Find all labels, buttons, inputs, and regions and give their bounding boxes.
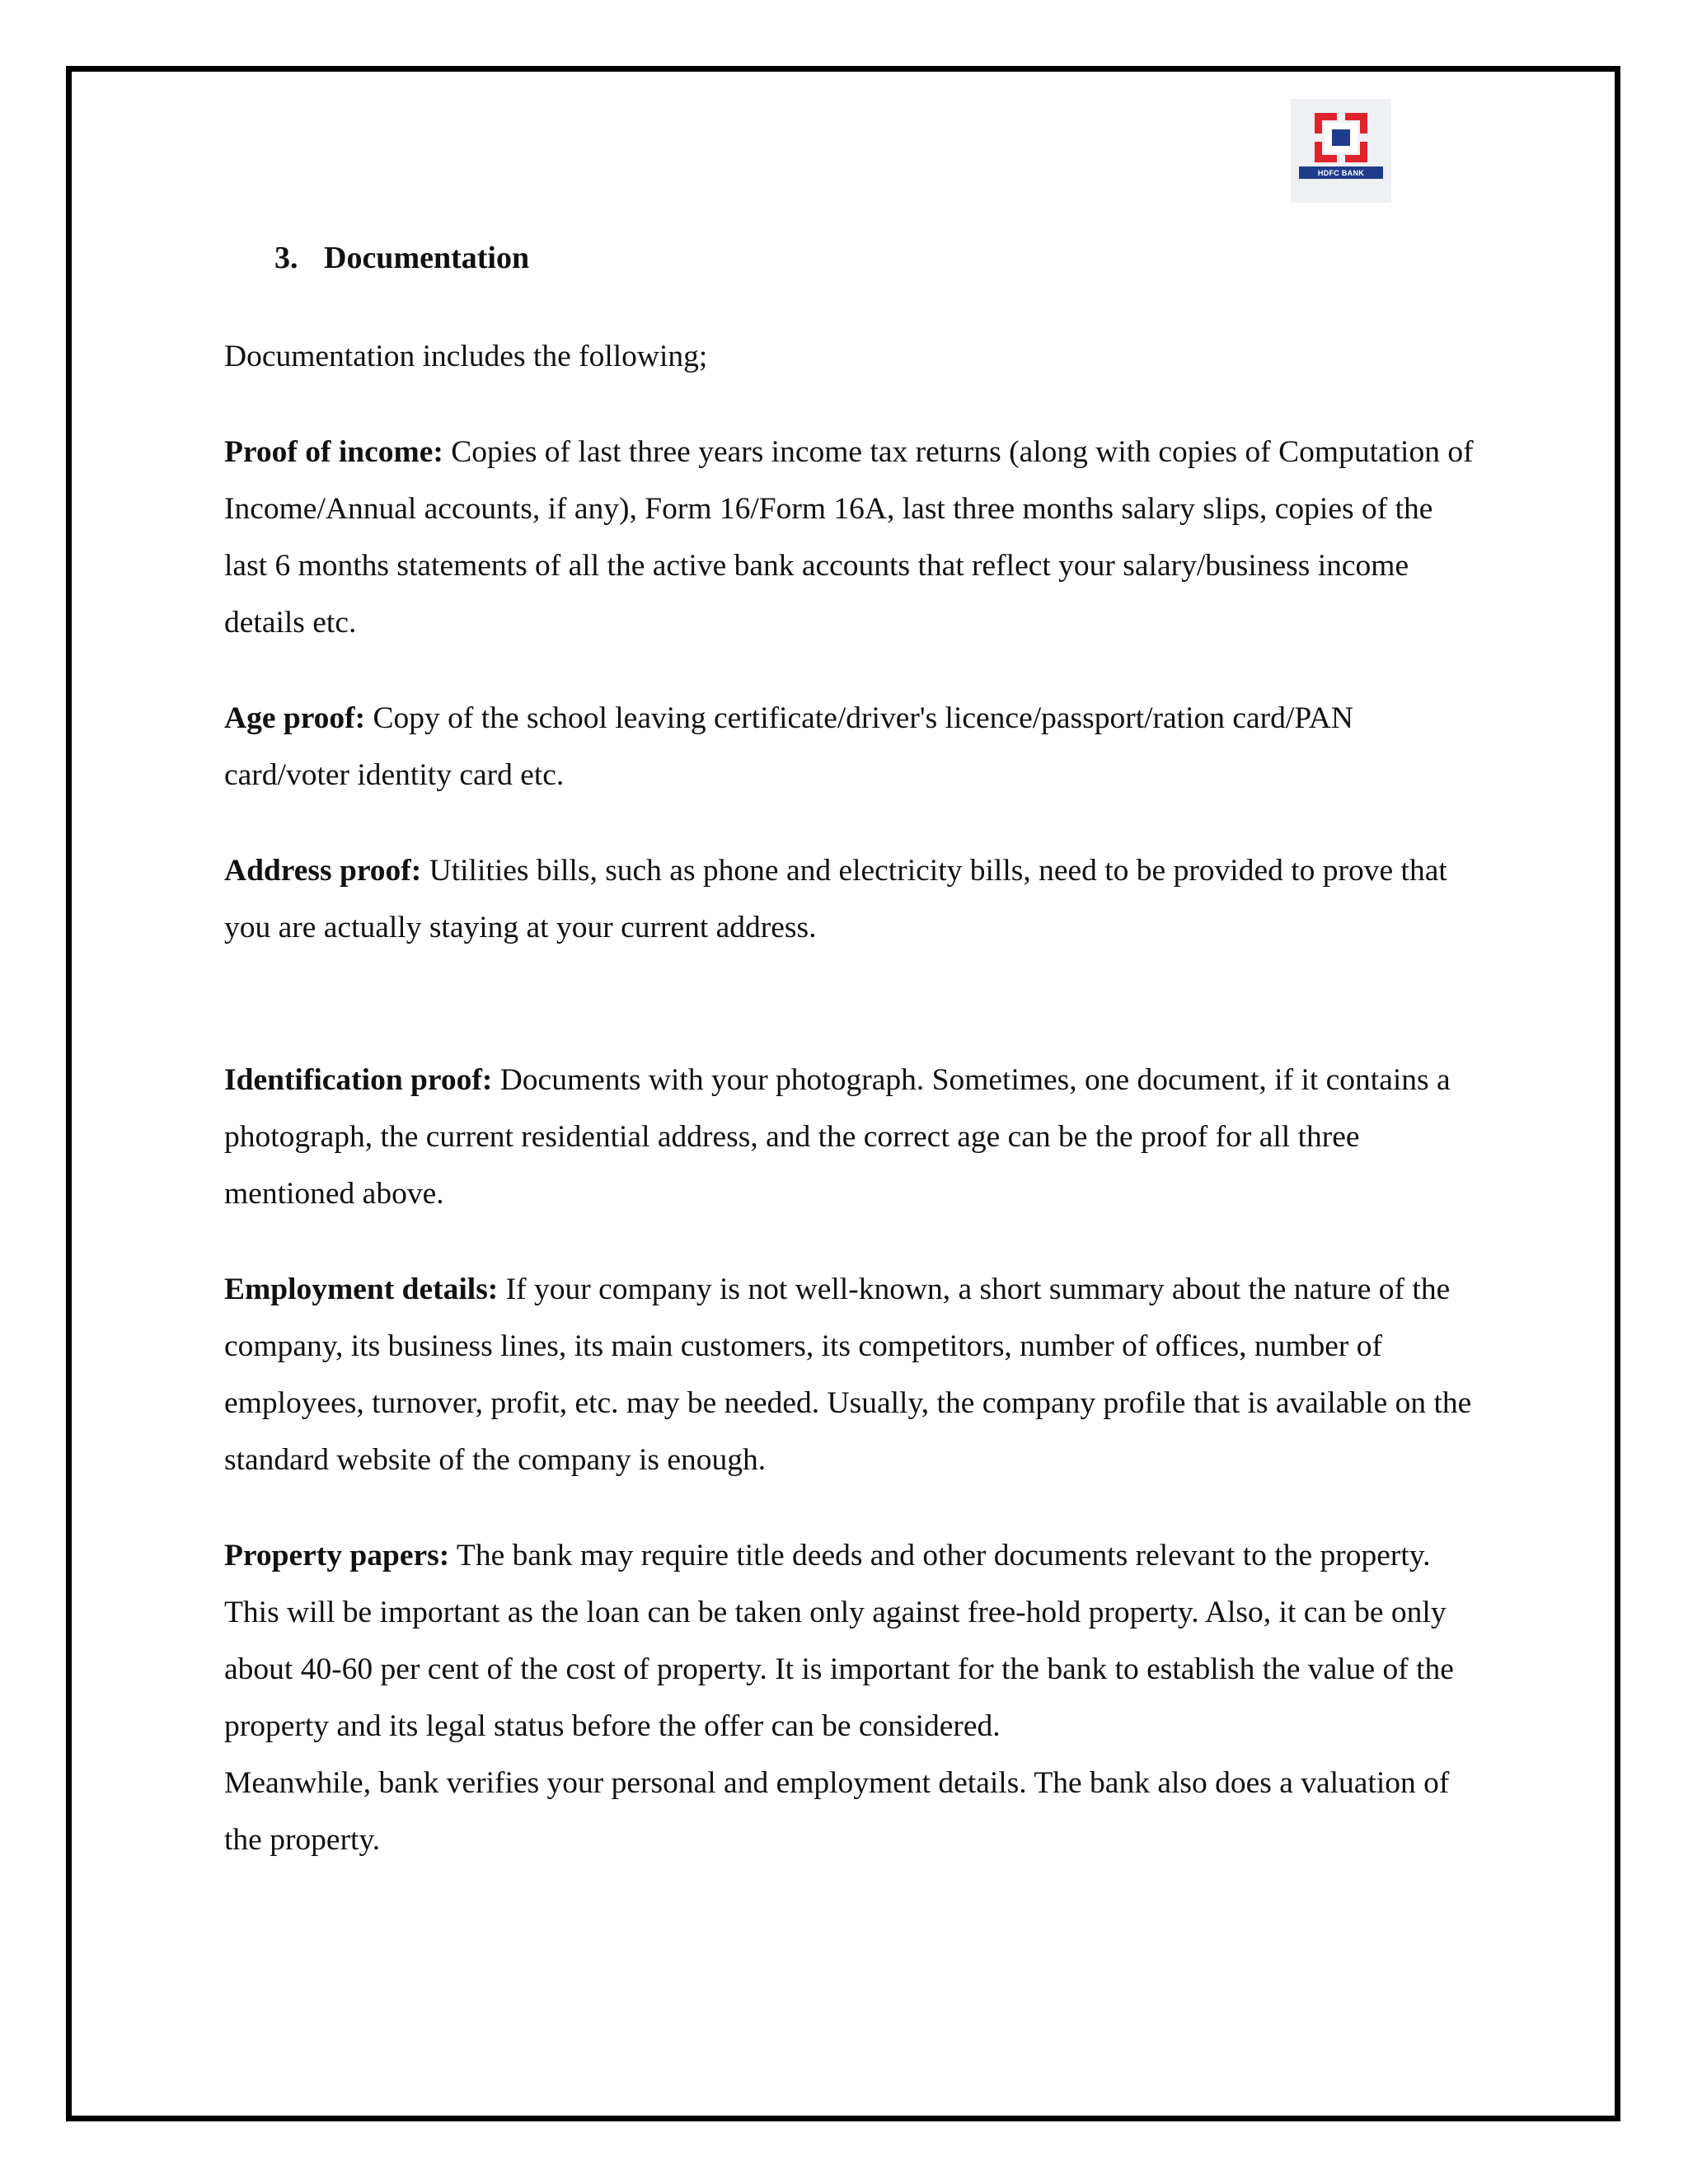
hdfc-bank-logo-icon: [1291, 99, 1391, 203]
document-body: [224, 328, 1477, 1868]
item-label: Employment details:: [224, 1272, 499, 1306]
age-proof-paragraph: [224, 690, 1477, 804]
item-label: Age proof:: [224, 701, 366, 735]
intro-paragraph: Documentation includes the following;: [224, 340, 708, 373]
address-proof-paragraph: [224, 842, 1477, 956]
section-heading: [274, 237, 529, 279]
hdfc-bank-logo: [1291, 99, 1391, 203]
item-text: Copies of last three years income tax returns (along with copies of Computation of Income/Annual accounts, if any), Form 16/Form 16A, last three months salary slips, copies of the last 6 months statements of all the active bank accounts that reflect your salary/business income details etc.: [224, 435, 1474, 640]
identification-proof-paragraph: [224, 1052, 1477, 1222]
proof-of-income-paragraph: [224, 424, 1477, 651]
item-label: Proof of income:: [224, 435, 443, 469]
section-title: Documentation: [324, 241, 530, 275]
item-text: Utilities bills, such as phone and electricity bills, need to be provided to prove that you are actually staying at your current address.: [224, 854, 1447, 944]
property-papers-paragraph: [224, 1527, 1477, 1755]
item-text: If your company is not well-known, a short summary about the nature of the company, its business lines, its main customers, its competitors, number of offices, number of employees, turnover, profit, etc. may be needed. Usually, the company profile that is available on the standard website of the company is enough.: [224, 1272, 1472, 1477]
logo-text: HDFC BANK: [1317, 169, 1365, 177]
employment-details-paragraph: [224, 1261, 1477, 1488]
item-text: Documents with your photograph. Sometimes, one document, if it contains a photograph, the current residential address, and the correct age can be the proof for all three mentioned above.: [224, 1063, 1451, 1211]
item-label: Address proof:: [224, 854, 422, 888]
section-number: 3.: [274, 241, 298, 275]
item-text: The bank may require title deeds and other documents relevant to the property. This will be important as the loan can be taken only against free-hold property. Also, it can be only about 40-60 per cent of the cost of property. It is important for the bank to establish the value of the property and its legal status before the offer can be considered.: [224, 1539, 1454, 1743]
item-text: Copy of the school leaving certificate/driver's licence/passport/ration card/PAN card/voter identity card etc.: [224, 701, 1353, 792]
item-label: Identification proof:: [224, 1063, 493, 1097]
closing-paragraph: Meanwhile, bank verifies your personal and employment details. The bank also does a valuation of the property.: [224, 1766, 1450, 1857]
item-label: Property papers:: [224, 1539, 450, 1572]
